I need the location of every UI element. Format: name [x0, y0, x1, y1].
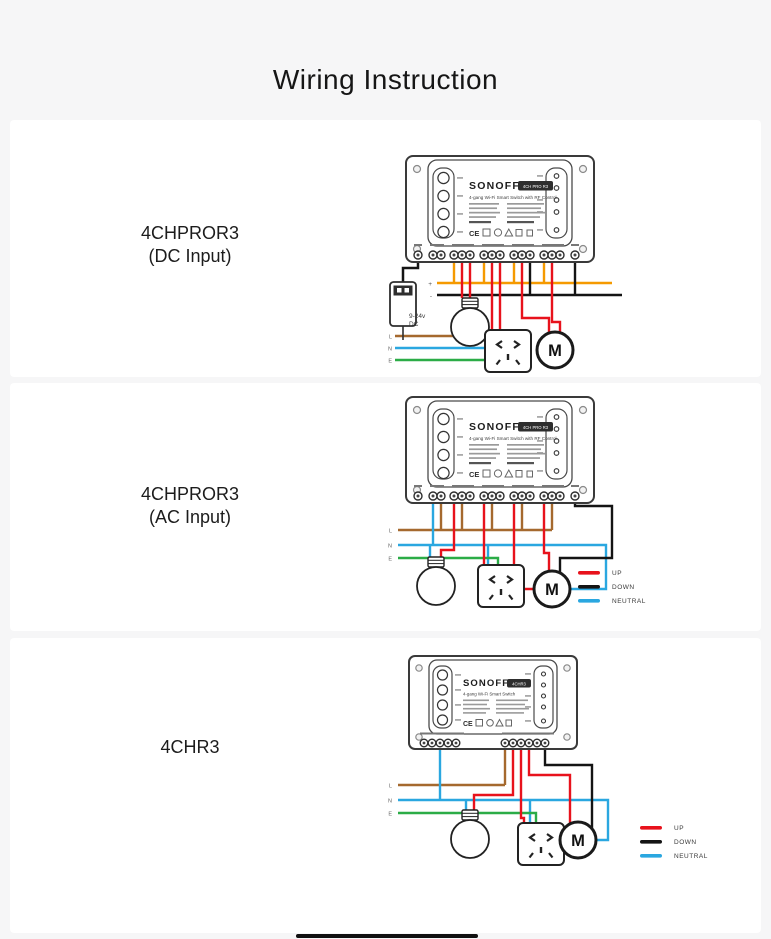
legend-ac	[578, 570, 646, 605]
wire-load-motor	[544, 496, 549, 572]
legend-4chr3	[640, 825, 708, 860]
earth-label: E	[388, 556, 392, 563]
neutral-label: N	[388, 543, 392, 550]
dc-adapter-icon	[390, 282, 416, 340]
neutral-label: N	[388, 798, 392, 805]
device-4ch-pro-r3-ac	[406, 397, 594, 503]
motor-dc	[537, 332, 573, 368]
socket-4chr3	[518, 823, 564, 865]
earth-label: E	[388, 811, 392, 818]
adapter-dc-label: DC	[409, 321, 419, 328]
motor-4chr3	[560, 822, 596, 858]
panel-4chpror3-dc	[10, 120, 761, 377]
motor-ac	[534, 571, 570, 607]
earth-label: E	[388, 358, 392, 365]
panel-title: 4CHPROR3	[140, 223, 240, 243]
socket-dc	[485, 330, 531, 372]
panel-4chpror3-ac	[10, 383, 761, 631]
wire-down	[560, 496, 612, 573]
device-4ch-pro-r3-dc	[406, 156, 594, 262]
wiring-diagram-ac	[0, 383, 771, 631]
wiring-diagram-dc	[0, 120, 771, 377]
bulb-ac	[417, 557, 455, 605]
plus-label: +	[428, 281, 432, 288]
panel-subtitle: (AC Input)	[148, 507, 232, 527]
live-label: L	[388, 528, 392, 535]
wire-down	[545, 743, 592, 829]
socket-ac	[478, 565, 524, 607]
wire-load-bulb	[441, 496, 454, 557]
wiring-diagram-4chr3	[0, 638, 771, 933]
bulb-4chr3	[451, 810, 489, 858]
neutral-label: N	[388, 346, 392, 353]
bulb-dc	[451, 298, 489, 346]
panel-title: 4CHR3	[160, 737, 220, 757]
panel-subtitle: (DC Input)	[148, 246, 232, 266]
device-4chr3	[409, 656, 577, 749]
page-title: Wiring Instruction	[272, 64, 499, 95]
live-label: L	[388, 783, 392, 790]
minus-label: -	[429, 293, 432, 300]
adapter-voltage-label: 9-24v	[409, 313, 426, 320]
panel-4chr3	[10, 638, 761, 933]
live-label: L	[388, 334, 392, 341]
panel-title: 4CHPROR3	[140, 484, 240, 504]
wire-load-socket	[521, 743, 524, 823]
home-indicator-bar	[296, 934, 478, 938]
